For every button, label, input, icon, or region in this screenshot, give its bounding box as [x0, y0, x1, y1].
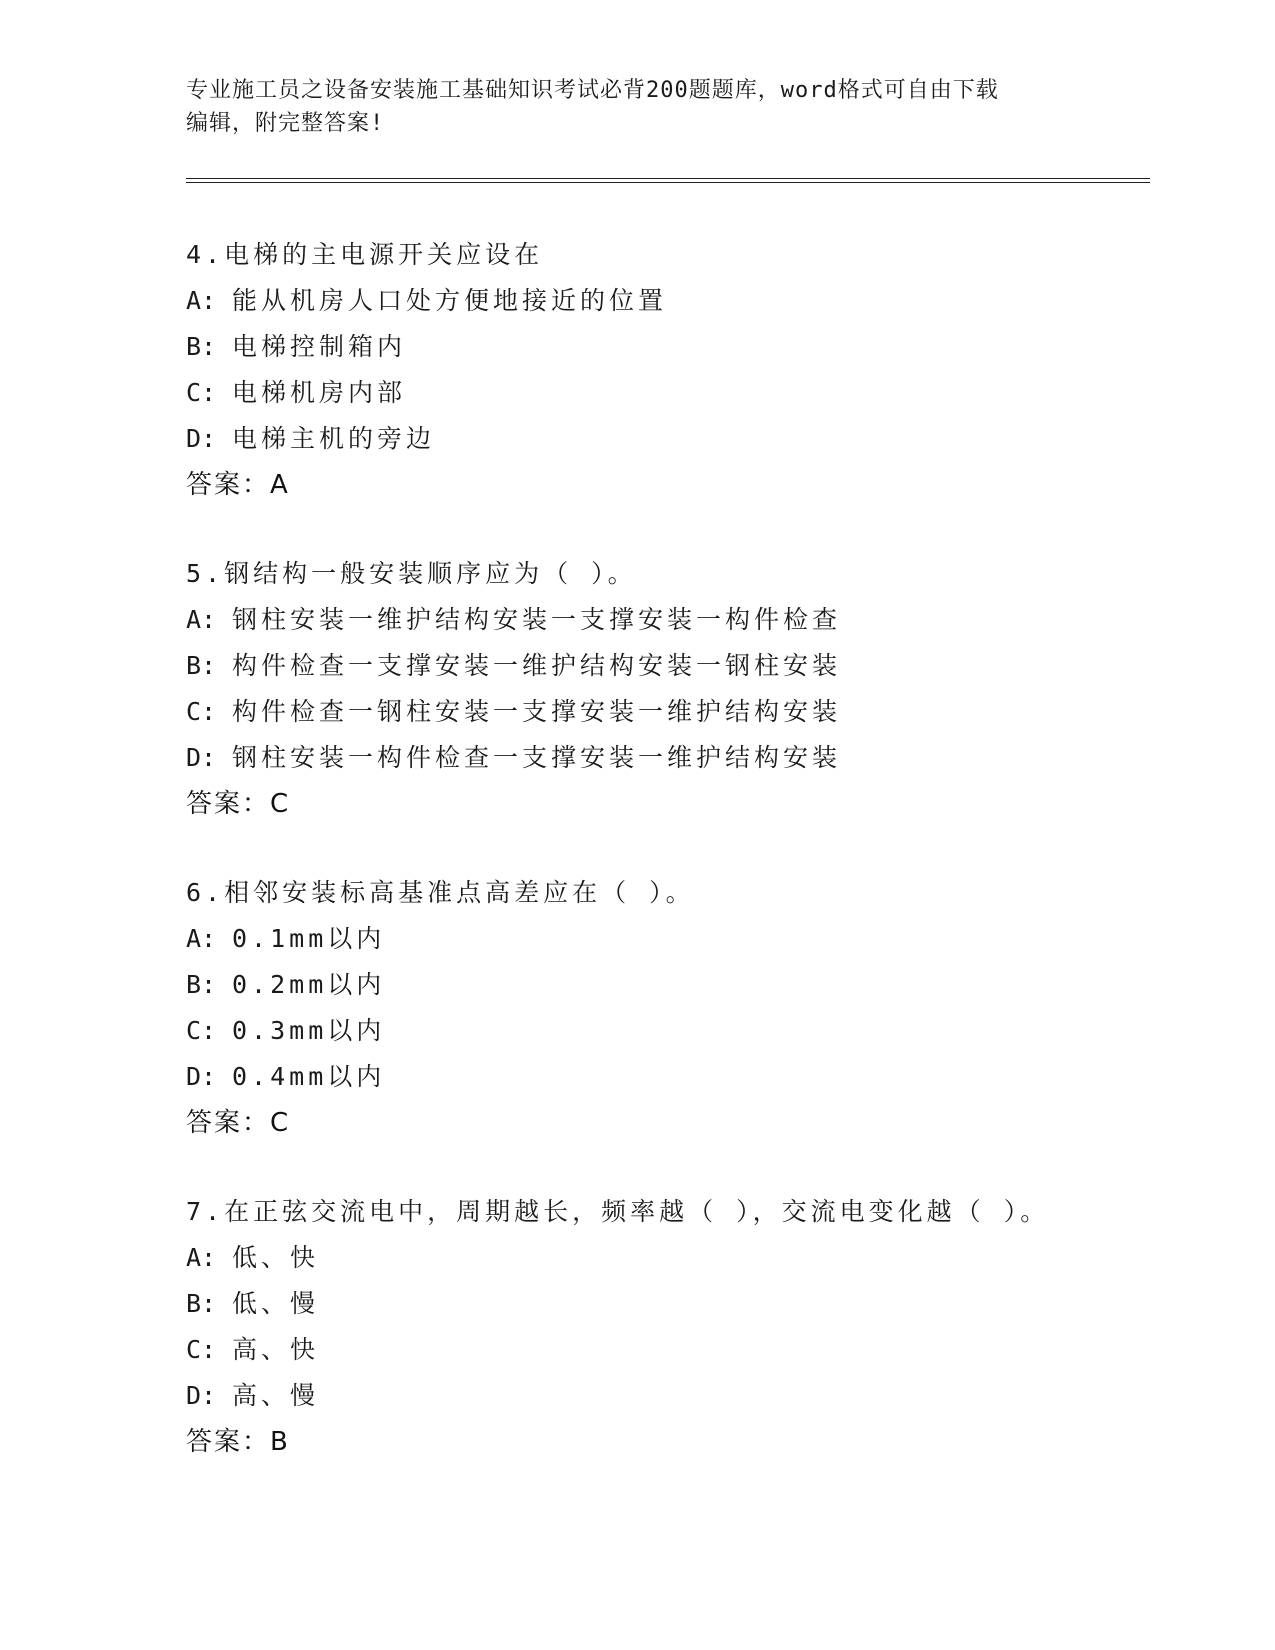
- option-c: [186, 370, 1086, 416]
- question-7: [186, 1189, 1086, 1465]
- option-b: [186, 643, 1086, 689]
- option-text: 高、慢: [232, 1381, 320, 1410]
- option-key: B:: [186, 651, 217, 680]
- option-text: 钢柱安装一构件检查一支撑安装一维护结构安装: [232, 743, 842, 772]
- question-stem: 4.电梯的主电源开关应设在: [186, 240, 544, 269]
- option-c: [186, 1327, 1086, 1373]
- option-key: B:: [186, 970, 217, 999]
- option-d: [186, 735, 1086, 781]
- question-stem: 7.在正弦交流电中，周期越长，频率越（ ），交流电变化越（ ）。: [186, 1197, 1050, 1226]
- option-text: 电梯主机的旁边: [232, 424, 436, 453]
- answer: 答案：A: [186, 470, 290, 500]
- question-4: [186, 232, 1086, 508]
- option-a: [186, 916, 1086, 962]
- option-text: 低、快: [232, 1243, 320, 1272]
- question-6: [186, 870, 1086, 1146]
- option-text: 电梯控制箱内: [232, 332, 407, 361]
- document-header: [186, 74, 1086, 140]
- option-a: [186, 1235, 1086, 1281]
- question-stem: 5.钢结构一般安装顺序应为（ ）。: [186, 559, 637, 588]
- option-text: 低、慢: [232, 1289, 320, 1318]
- option-key: A:: [186, 605, 217, 634]
- option-b: [186, 962, 1086, 1008]
- option-key: A:: [186, 924, 217, 953]
- question-stem: 6.相邻安装标高基准点高差应在（ ）。: [186, 878, 695, 907]
- header-line-1: 专业施工员之设备安装施工基础知识考试必背200题题库，word格式可自由下载: [186, 78, 999, 103]
- option-text: 钢柱安装一维护结构安装一支撑安装一构件检查: [232, 605, 842, 634]
- option-key: C:: [186, 378, 217, 407]
- option-key: D:: [186, 743, 217, 772]
- answer: 答案：B: [186, 1427, 290, 1457]
- option-key: C:: [186, 1016, 217, 1045]
- option-key: D:: [186, 1381, 217, 1410]
- option-text: 能从机房人口处方便地接近的位置: [232, 286, 668, 315]
- option-c: [186, 1008, 1086, 1054]
- option-key: C:: [186, 1335, 217, 1364]
- option-key: D:: [186, 1062, 217, 1091]
- option-key: B:: [186, 1289, 217, 1318]
- header-divider-bottom: [186, 182, 1150, 183]
- header-line-2: 编辑，附完整答案!: [186, 111, 385, 136]
- option-a: [186, 597, 1086, 643]
- option-d: [186, 1373, 1086, 1419]
- option-text: 构件检查一钢柱安装一支撑安装一维护结构安装: [232, 697, 842, 726]
- option-text: 高、快: [232, 1335, 320, 1364]
- option-c: [186, 689, 1086, 735]
- option-d: [186, 1054, 1086, 1100]
- option-text: 0.3mm以内: [232, 1016, 386, 1045]
- option-key: A:: [186, 286, 217, 315]
- option-text: 0.2mm以内: [232, 970, 386, 999]
- option-a: [186, 278, 1086, 324]
- question-5: [186, 551, 1086, 827]
- option-text: 构件检查一支撑安装一维护结构安装一钢柱安装: [232, 651, 842, 680]
- option-text: 0.1mm以内: [232, 924, 386, 953]
- option-key: D:: [186, 424, 217, 453]
- header-divider-top: [186, 178, 1150, 179]
- option-key: A:: [186, 1243, 217, 1272]
- answer: 答案：C: [186, 1108, 291, 1138]
- option-b: [186, 324, 1086, 370]
- option-key: B:: [186, 332, 217, 361]
- option-b: [186, 1281, 1086, 1327]
- option-d: [186, 416, 1086, 462]
- option-text: 0.4mm以内: [232, 1062, 386, 1091]
- option-text: 电梯机房内部: [232, 378, 407, 407]
- answer: 答案：C: [186, 789, 291, 819]
- option-key: C:: [186, 697, 217, 726]
